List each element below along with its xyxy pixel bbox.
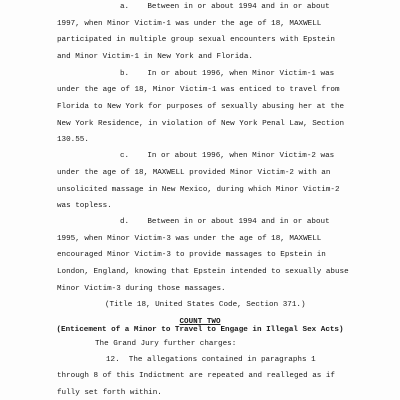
paragraph-line: through 8 of this Indictment are repeated and realleged as if [57,372,335,381]
paragraph-line: a. Between in or about 1994 and in or about [120,3,330,11]
statute-citation: (Title 18, United States Code, Section 371.) [105,301,306,310]
paragraph-line: 12. The allegations contained in paragraphs 1 [106,355,316,364]
paragraph-line: Florida to New York for purposes of sexually abusing her at the [57,103,345,111]
paragraph-line: encouraged Minor Victim-3 to provide massages to Epstein in [57,251,326,260]
count-subheading: (Enticement of a Minor to Travel to Engage in Illegal Sex Acts) [56,325,344,334]
paragraph-line: participated in multiple group sexual encounters with Epstein [57,36,335,45]
paragraph-line: c. In or about 1996, when Minor Victim-2 was [120,152,335,161]
paragraph-line: under the age of 18, Minor Victim-1 was enticed to travel from [57,86,340,95]
paragraph-line: b. In or about 1996, when Minor Victim-1 was [120,69,335,78]
paragraph-line: Minor Victim-3 during those massages. [57,284,226,293]
paragraph-line: 1997, when Minor Victim-1 was under the age of 18, MAXWELL [57,19,322,28]
paragraph-line: fully set forth within. [57,389,162,397]
paragraph-line: London, England, knowing that Epstein intended to sexually abuse [57,267,349,276]
paragraph-line: d. Between in or about 1994 and in or about [120,217,330,226]
paragraph-line: under the age of 18, MAXWELL provided Minor Victim-2 with an [57,168,331,177]
paragraph-line: 130.55. [57,136,89,145]
paragraph-line: New York Residence, in violation of New York Penal Law, Section [57,119,345,128]
paragraph-line: and Minor Victim-1 in New York and Florida. [57,53,253,61]
paragraph-line: 1995, when Minor Victim-3 was under the age of 18, MAXWELL [57,234,322,243]
paragraph-line: was topless. [57,202,112,211]
count-heading: COUNT TWO [179,317,221,326]
paragraph-line: unsolicited massage in New Mexico, during which Minor Victim-2 [57,185,340,194]
grand-jury-line: The Grand Jury further charges: [95,339,237,348]
